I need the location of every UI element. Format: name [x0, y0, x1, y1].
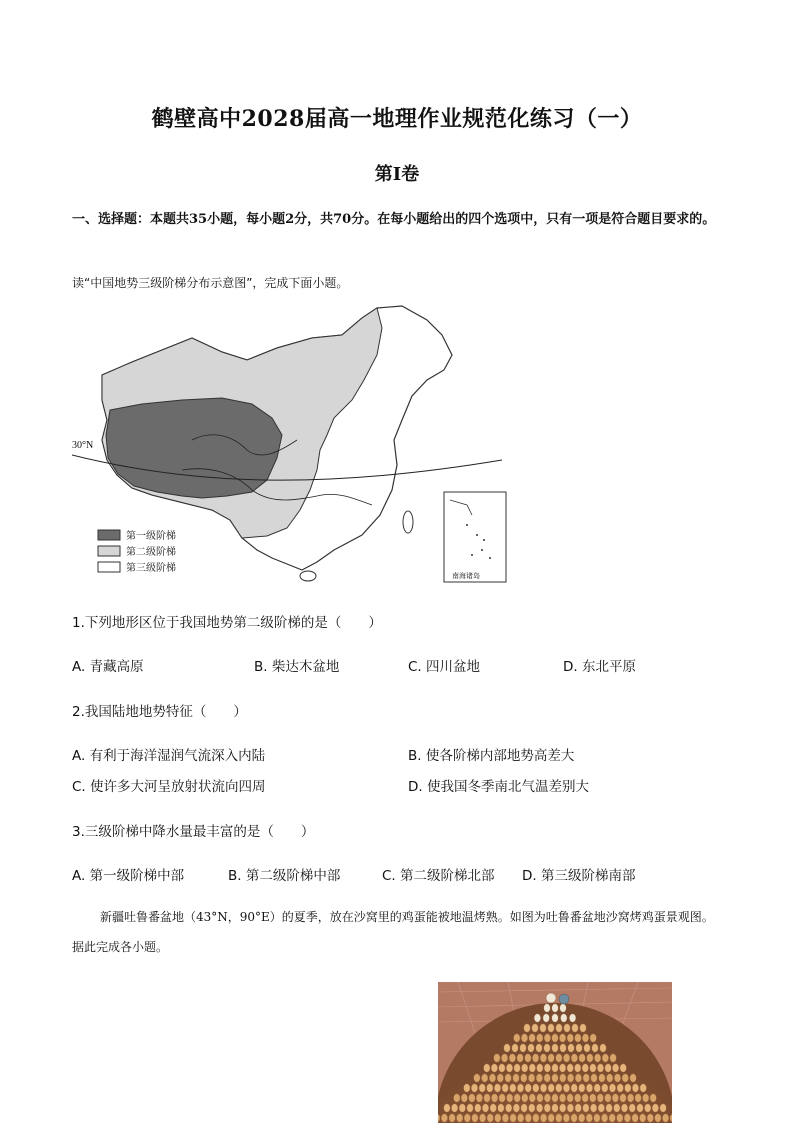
egg: [612, 1064, 619, 1072]
q3-option-c[interactable]: C. 第二级阶梯北部: [382, 868, 495, 884]
egg: [481, 1074, 488, 1082]
egg: [601, 1114, 608, 1122]
china-terrain-steps-map: [72, 300, 512, 590]
egg: [528, 1074, 535, 1082]
egg: [590, 1064, 597, 1072]
egg: [461, 1094, 468, 1102]
egg: [569, 1014, 576, 1022]
egg: [552, 1104, 559, 1112]
egg: [621, 1104, 628, 1112]
egg: [506, 1064, 513, 1072]
egg: [532, 1054, 539, 1062]
egg: [467, 1104, 474, 1112]
egg: [505, 1104, 512, 1112]
egg: [476, 1094, 483, 1102]
hainan-island: [300, 571, 316, 581]
egg: [564, 1024, 571, 1032]
egg: [567, 1094, 574, 1102]
egg: [559, 1034, 566, 1042]
legend-label-step1: 第一级阶梯: [126, 531, 176, 542]
egg: [640, 1084, 647, 1092]
egg: [529, 1094, 536, 1102]
egg: [632, 1084, 639, 1092]
egg: [528, 1044, 535, 1052]
egg: [614, 1074, 621, 1082]
egg: [655, 1114, 662, 1122]
egg: [469, 1094, 476, 1102]
egg: [491, 1094, 498, 1102]
q3-option-b[interactable]: B. 第二级阶梯中部: [228, 868, 341, 884]
egg: [617, 1114, 624, 1122]
legend-swatch-step2: [98, 546, 120, 556]
egg: [444, 1104, 451, 1112]
egg: [509, 1054, 516, 1062]
egg: [537, 1064, 544, 1072]
egg: [574, 1064, 581, 1072]
egg: [540, 1054, 547, 1062]
egg: [522, 1094, 529, 1102]
egg: [521, 1104, 528, 1112]
egg: [571, 1114, 578, 1122]
egg: [559, 1094, 566, 1102]
egg: [629, 1104, 636, 1112]
question-3-stem: 3.三级阶梯中降水量最丰富的是（ ）: [72, 824, 315, 840]
egg: [520, 1044, 527, 1052]
egg: [627, 1094, 634, 1102]
egg: [494, 1084, 501, 1092]
egg: [514, 1064, 521, 1072]
egg: [563, 1084, 570, 1092]
egg: [552, 1004, 559, 1012]
question-2-stem: 2.我国陆地地势特征（ ）: [72, 704, 247, 720]
egg: [474, 1074, 481, 1082]
egg: [652, 1104, 659, 1112]
egg: [594, 1114, 601, 1122]
egg: [617, 1084, 624, 1092]
egg: [622, 1074, 629, 1082]
egg: [540, 1114, 547, 1122]
egg: [602, 1054, 609, 1062]
egg: [484, 1064, 491, 1072]
egg: [635, 1094, 642, 1102]
egg: [459, 1104, 466, 1112]
egg: [521, 1034, 528, 1042]
egg: [548, 1084, 555, 1092]
question-lead: 读“中国地势三级阶梯分布示意图”，完成下面小题。: [72, 276, 349, 290]
egg: [560, 1074, 567, 1082]
egg: [544, 1034, 551, 1042]
egg: [574, 1094, 581, 1102]
egg: [606, 1104, 613, 1112]
egg: [552, 1014, 559, 1022]
egg: [540, 1084, 547, 1092]
q1-option-d[interactable]: D. 东北平原: [563, 659, 636, 675]
egg: [521, 1064, 528, 1072]
egg: [537, 1094, 544, 1102]
egg: [536, 1074, 543, 1082]
egg: [660, 1104, 667, 1112]
egg: [590, 1034, 597, 1042]
egg: [614, 1104, 621, 1112]
egg: [620, 1094, 627, 1102]
egg: [605, 1094, 612, 1102]
egg: [578, 1114, 585, 1122]
egg: [517, 1114, 524, 1122]
egg: [543, 1014, 550, 1022]
egg: [510, 1084, 517, 1092]
egg: [582, 1034, 589, 1042]
egg: [529, 1064, 536, 1072]
egg: [512, 1044, 519, 1052]
q2-option-b[interactable]: B. 使各阶梯内部地势高差大: [408, 748, 575, 764]
egg: [540, 1024, 547, 1032]
egg: [556, 1114, 563, 1122]
top-blue-object: [559, 994, 569, 1004]
egg: [497, 1074, 504, 1082]
egg: [552, 1064, 559, 1072]
egg: [597, 1064, 604, 1072]
egg: [544, 1004, 551, 1012]
egg: [529, 1034, 536, 1042]
egg: [630, 1074, 637, 1082]
egg: [602, 1084, 609, 1092]
egg: [517, 1084, 524, 1092]
legend-swatch-step1: [98, 530, 120, 540]
egg: [620, 1064, 627, 1072]
egg: [475, 1104, 482, 1112]
egg: [482, 1104, 489, 1112]
egg: [599, 1074, 606, 1082]
egg: [580, 1024, 587, 1032]
turpan-passage: 新疆吐鲁番盆地（43°N，90°E）的夏季，放在沙窝里的鸡蛋能被地温烤熟。如图为吐鲁番盆地沙窝烤鸡蛋景观图。据此完成各小题。: [72, 910, 714, 954]
egg: [544, 1094, 551, 1102]
egg: [584, 1044, 591, 1052]
egg: [536, 1044, 543, 1052]
egg: [525, 1084, 532, 1092]
egg: [561, 1014, 568, 1022]
egg: [556, 1084, 563, 1092]
egg: [582, 1094, 589, 1102]
south-china-sea-inset: [444, 492, 506, 582]
egg: [472, 1114, 479, 1122]
egg: [441, 1114, 448, 1122]
egg: [544, 1044, 551, 1052]
q2-option-a[interactable]: A. 有利于海洋湿润气流深入内陆: [72, 748, 266, 764]
egg: [504, 1044, 511, 1052]
egg: [609, 1084, 616, 1092]
egg: [533, 1084, 540, 1092]
egg: [464, 1114, 471, 1122]
egg: [479, 1084, 486, 1092]
egg: [637, 1104, 644, 1112]
egg: [644, 1104, 651, 1112]
egg: [548, 1024, 555, 1032]
egg: [513, 1104, 520, 1112]
page-title: 鹤壁高中2028届高一地理作业规范化练习（一）: [151, 106, 643, 132]
egg: [456, 1114, 463, 1122]
egg: [567, 1034, 574, 1042]
taiwan-island: [403, 511, 413, 533]
egg: [586, 1114, 593, 1122]
volume-heading: 第Ⅰ卷: [374, 164, 420, 185]
egg: [647, 1114, 654, 1122]
step-one-region: [106, 398, 282, 498]
egg: [495, 1114, 502, 1122]
egg: [552, 1044, 559, 1052]
egg: [610, 1054, 617, 1062]
egg: [563, 1114, 570, 1122]
egg: [501, 1054, 508, 1062]
egg: [487, 1114, 494, 1122]
egg: [502, 1114, 509, 1122]
latitude-label: 30°N: [72, 440, 94, 451]
egg: [592, 1044, 599, 1052]
q2-option-c[interactable]: C. 使许多大河呈放射状流向四周: [72, 779, 266, 795]
egg: [612, 1094, 619, 1102]
egg: [609, 1114, 616, 1122]
egg: [583, 1104, 590, 1112]
egg: [650, 1094, 657, 1102]
egg: [514, 1034, 521, 1042]
top-egg-white: [546, 993, 556, 1003]
egg: [598, 1104, 605, 1112]
egg: [449, 1114, 456, 1122]
egg: [548, 1054, 555, 1062]
egg: [464, 1084, 471, 1092]
egg: [571, 1084, 578, 1092]
egg: [454, 1094, 461, 1102]
egg: [534, 1014, 541, 1022]
egg: [552, 1074, 559, 1082]
egg: [605, 1064, 612, 1072]
egg: [586, 1084, 593, 1092]
egg: [517, 1054, 524, 1062]
egg: [576, 1044, 583, 1052]
egg: [563, 1054, 570, 1062]
egg: [590, 1094, 597, 1102]
egg: [583, 1074, 590, 1082]
egg: [498, 1104, 505, 1112]
egg: [594, 1084, 601, 1092]
egg: [582, 1064, 589, 1072]
egg: [451, 1104, 458, 1112]
egg: [502, 1084, 509, 1092]
egg: [544, 1074, 551, 1082]
egg: [514, 1094, 521, 1102]
egg: [471, 1084, 478, 1092]
question-1-stem: 1.下列地形区位于我国地势第二级阶梯的是（ ）: [72, 615, 382, 631]
egg: [491, 1064, 498, 1072]
egg: [489, 1074, 496, 1082]
egg: [505, 1074, 512, 1082]
inset-label: 南海诸岛: [452, 572, 480, 580]
egg: [662, 1114, 669, 1122]
egg: [606, 1074, 613, 1082]
egg: [575, 1034, 582, 1042]
q3-option-d[interactable]: D. 第三级阶梯南部: [522, 868, 636, 884]
egg: [567, 1104, 574, 1112]
egg: [567, 1064, 574, 1072]
egg: [625, 1084, 632, 1092]
egg: [552, 1034, 559, 1042]
egg: [560, 1004, 567, 1012]
egg: [548, 1114, 555, 1122]
egg: [544, 1064, 551, 1072]
q1-option-a[interactable]: A. 青藏高原: [72, 659, 144, 675]
egg: [600, 1044, 607, 1052]
egg: [579, 1084, 586, 1092]
egg: [536, 1104, 543, 1112]
egg: [524, 1024, 531, 1032]
egg: [499, 1094, 506, 1102]
q2-option-d[interactable]: D. 使我国冬季南北气温差别大: [408, 779, 589, 795]
q3-option-a[interactable]: A. 第一级阶梯中部: [72, 868, 185, 884]
egg: [587, 1054, 594, 1062]
egg: [525, 1114, 532, 1122]
legend-label-step3: 第三级阶梯: [126, 563, 176, 574]
egg: [632, 1114, 639, 1122]
egg: [594, 1054, 601, 1062]
egg: [521, 1074, 528, 1082]
egg: [579, 1054, 586, 1062]
egg: [494, 1054, 501, 1062]
egg: [532, 1024, 539, 1032]
egg: [590, 1104, 597, 1112]
egg: [525, 1054, 532, 1062]
egg: [479, 1114, 486, 1122]
egg: [624, 1114, 631, 1122]
legend-label-step2: 第二级阶梯: [126, 547, 176, 558]
egg: [559, 1104, 566, 1112]
egg: [556, 1024, 563, 1032]
egg: [487, 1084, 494, 1092]
egg: [529, 1104, 536, 1112]
egg: [536, 1034, 543, 1042]
egg: [556, 1054, 563, 1062]
egg: [513, 1074, 520, 1082]
section-instructions: 一、选择题：本题共35小题，每小题2分，共70分。在每小题给出的四个选项中，只有一项是符合题目要求的。: [72, 212, 716, 227]
egg: [533, 1114, 540, 1122]
q1-option-b[interactable]: B. 柴达木盆地: [254, 659, 340, 675]
egg: [484, 1094, 491, 1102]
egg: [591, 1074, 598, 1082]
egg: [559, 1064, 566, 1072]
egg: [575, 1074, 582, 1082]
egg: [544, 1104, 551, 1112]
egg: [572, 1024, 579, 1032]
egg: [567, 1074, 574, 1082]
egg: [552, 1094, 559, 1102]
egg: [642, 1094, 649, 1102]
egg: [506, 1094, 513, 1102]
egg: [568, 1044, 575, 1052]
egg: [499, 1064, 506, 1072]
egg: [510, 1114, 517, 1122]
egg: [571, 1054, 578, 1062]
legend-swatch-step3: [98, 562, 120, 572]
egg: [490, 1104, 497, 1112]
egg: [597, 1094, 604, 1102]
egg: [639, 1114, 646, 1122]
egg: [575, 1104, 582, 1112]
q1-option-c[interactable]: C. 四川盆地: [408, 659, 481, 675]
egg-baking-photo: [438, 982, 672, 1123]
egg: [560, 1044, 567, 1052]
